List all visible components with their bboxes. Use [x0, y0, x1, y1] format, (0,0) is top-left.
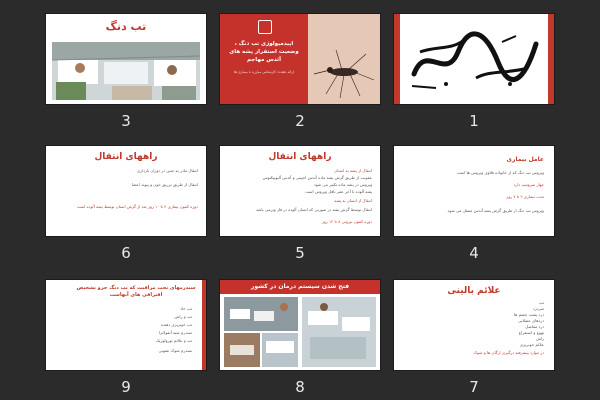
bullet-item: دردهای عضلانی — [518, 318, 544, 323]
slide-tile-1[interactable] — [394, 14, 554, 130]
slide-title: سندرمهای تحت مراقبت که تب دنگ جزو تشخیص افتراقی های آنهاست — [76, 285, 196, 298]
bullet-item: مدت بیماری ۲ تا ۷ روز — [506, 194, 544, 199]
bullet-item: تب — [538, 300, 544, 305]
slide-number: 8 — [295, 378, 305, 396]
bullet-item: چهار سروتیپ دارد — [513, 182, 544, 187]
slide-tile-4[interactable] — [394, 146, 554, 262]
slide-title: راههای انتقال — [268, 152, 332, 162]
slide-number: 4 — [469, 244, 479, 262]
bullet-item: در موارد پیشرفته درگیری ارگان ها و شوک — [473, 350, 544, 355]
hospital-collage-image — [224, 297, 376, 367]
slide-thumbnail[interactable] — [46, 146, 206, 236]
slide-thumbnail[interactable] — [394, 14, 554, 104]
bullet-item: سندرم شبه آنفولانزا — [158, 330, 192, 335]
slide-title: علائم بالینی — [447, 286, 501, 296]
bullet-item: ویروس تب دنگ از طریق گزش پشه آئدس منتقل می شود — [447, 208, 544, 213]
bullet-item: انتقال توسط گزش پشه در صورتی که انسان آلوده در فاز ویرمی باشد — [255, 207, 372, 212]
slide-tile-3[interactable] — [46, 14, 206, 130]
bullet-item: پشه آلوده تا آخر عمر ناقل ویروس است — [305, 189, 372, 194]
bullet-item: دوره کمون بیماری ۴ تا ۱۰ روز بعد از گزش انسان توسط پشه آلوده است — [76, 204, 198, 209]
bullet-item: تب و علائم نورولوژیک — [155, 338, 192, 343]
slide-tile-7[interactable] — [394, 280, 554, 396]
slide-tile-5[interactable] — [220, 146, 380, 262]
bullet-item: انتقال از انسان به پشه — [334, 198, 372, 203]
slide-number: 7 — [469, 378, 479, 396]
slide-title: عامل بیماری — [506, 156, 544, 163]
bullet-item: سردرد — [532, 306, 544, 311]
slide-thumbnail[interactable] — [220, 280, 380, 370]
bullet-item: راش — [536, 336, 544, 341]
slide-number: 6 — [121, 244, 131, 262]
bullet-item: تب حاد — [180, 306, 192, 311]
bullet-item: عفونت از طریق گزش پشه ماده آئدس اجیپتی و آئدس آلبوپیکتوس — [262, 175, 372, 180]
bullet-item: علائم خونریزی — [519, 342, 544, 347]
bullet-item: تب خونریزی دهنده — [160, 322, 192, 327]
bullet-item: ویروس در پشه ماده تکثیر می شود — [313, 182, 372, 187]
slide-number: 2 — [295, 112, 305, 130]
bullet-item: دوره کمون بیرونی ۸ تا ۱۲ روز — [321, 219, 372, 224]
slide-number: 1 — [469, 112, 479, 130]
mosquito-image — [308, 14, 380, 104]
slide-title: اپیدمیولوژی تب دنگ ، وضعیت استقرار پشه های آئدس مهاجم — [229, 41, 299, 63]
slide-number: 5 — [295, 244, 305, 262]
slide-thumbnail[interactable] — [394, 280, 554, 370]
bullet-item: انتقال از پشه به انسان — [334, 168, 372, 173]
bullet-item: انتقال از طریق تزریق خون و پیوند اعضا — [131, 182, 198, 187]
slide-subtitle: ارائه دهنده: کارشناس مبارزه با بیماری ها — [234, 70, 294, 74]
slide-title: تب دنگ — [105, 20, 147, 33]
bullet-item: درد مفاصل — [525, 324, 544, 329]
slide-title: راههای انتقال — [94, 152, 158, 162]
bullet-item: تهوع و استفراغ — [518, 330, 544, 335]
bullet-item: انتقال مادر به جنین در دوران بارداری — [136, 168, 198, 173]
slide-number: 9 — [121, 378, 131, 396]
logo-icon — [258, 20, 272, 34]
bullet-item: تب و راش — [174, 314, 192, 319]
bullet-item: ویروس تب دنگ که از خانواده فلاوی ویروس ها است — [456, 170, 544, 175]
slide-thumbnail[interactable] — [46, 280, 206, 370]
calligraphy-image — [406, 22, 542, 96]
hospital-photo — [52, 42, 200, 100]
bullet-item: سندرم شوک عفونی — [158, 348, 192, 353]
bullet-item: درد پشت چشم ها — [514, 312, 544, 317]
slide-tile-2[interactable] — [220, 14, 380, 130]
slide-thumbnail[interactable] — [220, 14, 380, 104]
slide-title: فتح شدن سیستم درمان در کشور — [250, 283, 350, 290]
slide-tile-8[interactable] — [220, 280, 380, 396]
slide-tile-9[interactable] — [46, 280, 206, 396]
slide-thumbnail[interactable] — [394, 146, 554, 236]
slide-tile-6[interactable] — [46, 146, 206, 262]
slide-thumbnail[interactable] — [46, 14, 206, 104]
slide-thumbnail[interactable] — [220, 146, 380, 236]
slide-number: 3 — [121, 112, 131, 130]
